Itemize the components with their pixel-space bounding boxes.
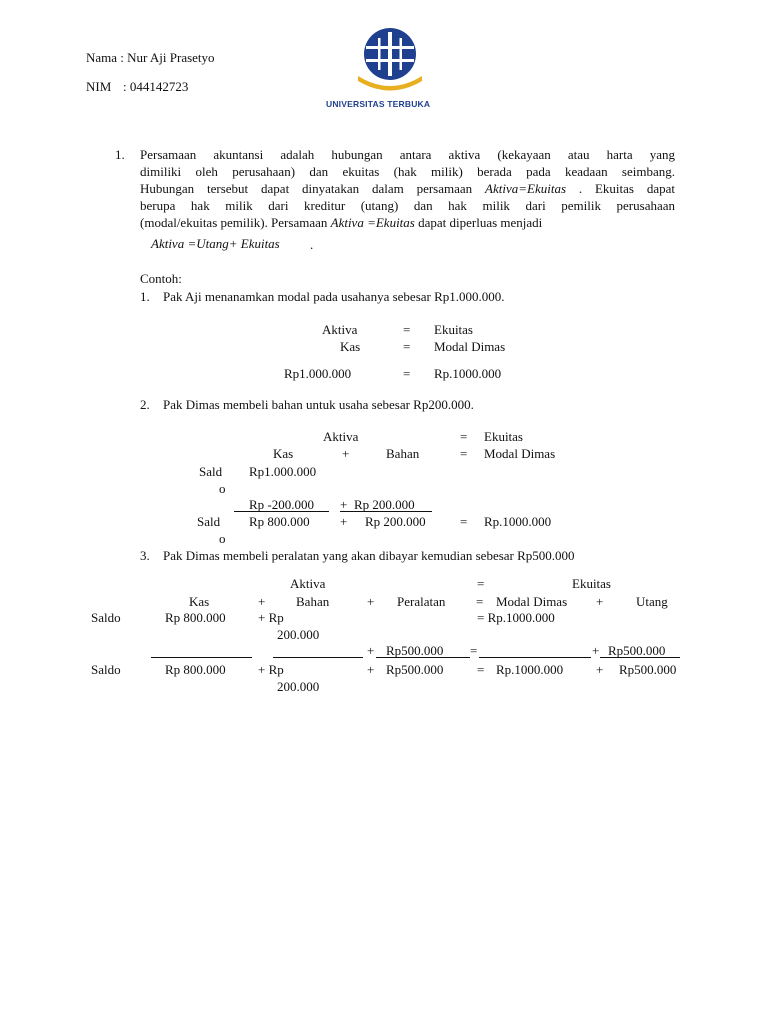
ex2-saldo2-plus: + bbox=[340, 514, 348, 529]
intro-paragraph bbox=[140, 146, 675, 231]
ex2-saldo2-bahan: Rp 200.000 bbox=[365, 514, 426, 529]
ex3-trx-plus1: + bbox=[367, 643, 375, 658]
ex1-eq3: = bbox=[403, 366, 411, 381]
ex1-eq2: = bbox=[403, 339, 411, 354]
ex3-trx-utang: Rp500.000 bbox=[608, 643, 666, 658]
ex3-row2-peralatan: Rp500.000 bbox=[386, 662, 444, 677]
ex2-saldo2-label-b: o bbox=[219, 531, 226, 546]
student-name: Nama : Nur Aji Prasetyo bbox=[86, 50, 215, 65]
ex3-row2-modal: Rp.1000.000 bbox=[496, 662, 564, 677]
ex3-row1-modal: = Rp.1000.000 bbox=[477, 610, 555, 625]
ex1-number: 1. bbox=[140, 289, 150, 304]
ex3-number: 3. bbox=[140, 548, 150, 563]
ex2-plus1: + bbox=[342, 446, 350, 461]
ex2-underline-bahan bbox=[340, 511, 432, 512]
ex3-trx-plus2: + bbox=[592, 643, 600, 658]
ex3-plus2: + bbox=[367, 594, 375, 609]
ex2-saldo2-eq: = bbox=[460, 514, 468, 529]
logo-text: UNIVERSITAS TERBUKA bbox=[326, 99, 431, 109]
ex3-row1-bahan-a: + Rp bbox=[258, 610, 284, 625]
ex2-underline-kas bbox=[234, 511, 329, 512]
ex2-saldo2-modal: Rp.1000.000 bbox=[484, 514, 552, 529]
ex3-underline-kas bbox=[151, 657, 252, 658]
ex2-saldo1-label-b: o bbox=[219, 481, 226, 496]
ex3-plus1: + bbox=[258, 594, 266, 609]
ex3-bahan-header: Bahan bbox=[296, 594, 330, 609]
ex2-number: 2. bbox=[140, 397, 150, 412]
ex3-row2-kas: Rp 800.000 bbox=[165, 662, 226, 677]
ex3-row2-bahan-a: + Rp bbox=[258, 662, 284, 677]
ex2-kas-header: Kas bbox=[273, 446, 294, 461]
university-logo bbox=[322, 24, 458, 114]
ex3-modal-header: Modal Dimas bbox=[496, 594, 568, 609]
university-emblem-icon bbox=[322, 24, 458, 96]
ex3-trx-peralatan: Rp500.000 bbox=[386, 643, 444, 658]
ex2-ekuitas-header: Ekuitas bbox=[484, 429, 523, 444]
ex2-saldo2-label-a: Sald bbox=[197, 514, 221, 529]
ex1-modal-header: Modal Dimas bbox=[434, 339, 506, 354]
ex3-kas-header: Kas bbox=[189, 594, 210, 609]
ex1-kas-header: Kas bbox=[340, 339, 361, 354]
ex2-eq2: = bbox=[460, 446, 468, 461]
ex1-text: Pak Aji menanamkan modal pada usahanya sebesar Rp1.000.000. bbox=[163, 289, 505, 304]
ex3-row2-plus3: + bbox=[596, 662, 604, 677]
ex2-saldo1-label-a: Sald bbox=[199, 464, 223, 479]
ex2-aktiva-header: Aktiva bbox=[323, 429, 359, 444]
intro-line-3a: Hubungan tersebut dapat dinyatakan dalam persamaan bbox=[140, 181, 486, 196]
intro-line-3c: . Ekuitas dapat bbox=[566, 181, 675, 196]
equation-aktiva-ekuitas-2: Aktiva =Ekuitas bbox=[330, 215, 415, 230]
ex3-row2-label: Saldo bbox=[91, 662, 121, 677]
intro-line-5c: dapat diperluas menjadi bbox=[414, 215, 543, 230]
ex1-modal-value: Rp.1000.000 bbox=[434, 366, 502, 381]
ex2-saldo2-kas: Rp 800.000 bbox=[249, 514, 310, 529]
nim-value: : 044142723 bbox=[123, 79, 189, 94]
ex2-modal-header: Modal Dimas bbox=[484, 446, 556, 461]
intro-line-4: berupa hak milik dari kreditur (utang) dan hak milik dari pemilik perusahaan bbox=[140, 198, 675, 213]
ex3-underline-utang bbox=[600, 657, 680, 658]
ex1-eq1: = bbox=[403, 322, 411, 337]
ex2-trx-plus: + bbox=[340, 497, 348, 512]
expanded-equation-period: . bbox=[310, 237, 314, 252]
ex3-ekuitas-header: Ekuitas bbox=[572, 576, 611, 591]
equation-aktiva-ekuitas: Aktiva=Ekuitas bbox=[485, 181, 567, 196]
ex2-trx-kas: Rp -200.000 bbox=[249, 497, 314, 512]
intro-line-2: dimiliki oleh perusahaan) dan ekuitas (hak milik) berada pada keadaan seimbang. bbox=[140, 164, 675, 179]
nim-label: NIM bbox=[86, 79, 112, 94]
ex2-text: Pak Dimas membeli bahan untuk usaha sebesar Rp200.000. bbox=[163, 397, 474, 412]
expanded-equation: Aktiva =Utang+ Ekuitas bbox=[151, 236, 280, 251]
ex3-text: Pak Dimas membeli peralatan yang akan dibayar kemudian sebesar Rp500.000 bbox=[163, 548, 575, 563]
ex2-trx-bahan: Rp 200.000 bbox=[354, 497, 415, 512]
ex3-underline-bahan bbox=[273, 657, 363, 658]
ex3-aktiva-header: Aktiva bbox=[290, 576, 326, 591]
intro-line-3 bbox=[140, 180, 675, 197]
ex3-peralatan-header: Peralatan bbox=[397, 594, 446, 609]
ex3-utang-header: Utang bbox=[636, 594, 668, 609]
ex3-plus3: + bbox=[596, 594, 604, 609]
contoh-label: Contoh: bbox=[140, 271, 182, 286]
ex3-eq1: = bbox=[477, 576, 485, 591]
ex3-row1-bahan-b: 200.000 bbox=[277, 627, 320, 642]
ex1-aktiva-header: Aktiva bbox=[322, 322, 358, 337]
ex1-ekuitas-header: Ekuitas bbox=[434, 322, 473, 337]
ex3-eq2: = bbox=[476, 594, 484, 609]
ex2-bahan-header: Bahan bbox=[386, 446, 420, 461]
intro-line-5a: (modal/ekuitas pemilik). Persamaan bbox=[140, 215, 331, 230]
ex3-row2-utang: Rp500.000 bbox=[619, 662, 677, 677]
ex2-eq1: = bbox=[460, 429, 468, 444]
intro-line-5 bbox=[140, 214, 675, 231]
ex3-underline-peralatan bbox=[376, 657, 470, 658]
ex3-underline-modal bbox=[479, 657, 591, 658]
item-number: 1. bbox=[115, 147, 125, 162]
ex3-row2-eq: = bbox=[477, 662, 485, 677]
ex3-row1-label: Saldo bbox=[91, 610, 121, 625]
ex1-kas-value: Rp1.000.000 bbox=[284, 366, 352, 381]
ex3-trx-eq: = bbox=[470, 643, 478, 658]
ex3-row1-kas: Rp 800.000 bbox=[165, 610, 226, 625]
ex3-row2-bahan-b: 200.000 bbox=[277, 679, 320, 694]
ex3-row2-plus2: + bbox=[367, 662, 375, 677]
ex2-saldo1-kas: Rp1.000.000 bbox=[249, 464, 317, 479]
intro-line-1: Persamaan akuntansi adalah hubungan antara aktiva (kekayaan atau harta yang bbox=[140, 147, 675, 162]
